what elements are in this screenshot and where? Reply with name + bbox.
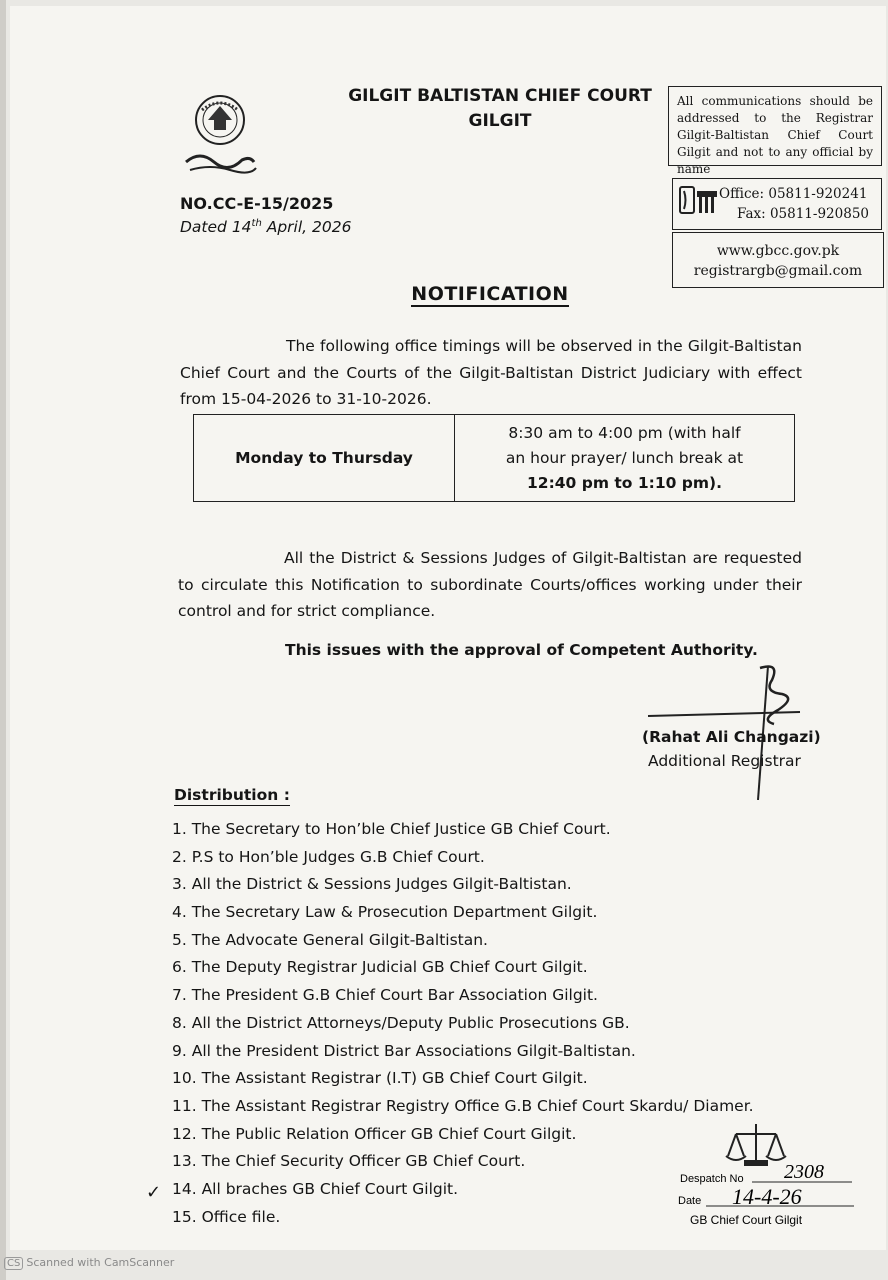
date-rest: April, 2026 [261,218,352,237]
despatch-number: 2308 [784,1161,824,1183]
date-line [180,218,351,236]
notification-heading [300,283,680,305]
list-item: 3. All the District & Sessions Judges Gilgit-Baltistan. [172,875,572,894]
table-row [194,415,795,502]
scanner-watermark [4,1256,174,1270]
list-item: 8. All the District Attorneys/Deputy Public Prosecutions GB. [172,1013,630,1032]
timings-table [193,414,795,502]
stamp-footer: GB Chief Court Gilgit [690,1213,803,1227]
list-item: 12. The Public Relation Officer GB Chief Court Gilgit. [172,1124,577,1143]
stamp-date-value: 14-4-26 [732,1184,802,1209]
despatch-stamp [672,1120,872,1238]
date-suffix-sup: th [251,218,262,229]
phone-fax-icon [679,185,719,215]
web-contact-box [672,232,884,288]
communication-note-box [668,86,882,176]
list-item: 7. The President G.B Chief Court Bar Association Gilgit. [172,986,598,1005]
scan-edge [0,0,6,1280]
court-city: GILGIT [468,111,532,131]
list-item: 1. The Secretary to Hon’ble Chief Justice GB Chief Court. [172,820,611,838]
list-item: 15. Office file. [172,1207,281,1226]
contact-box [672,178,882,230]
stamp-date-label: Date [678,1195,702,1207]
email-link[interactable]: registrargb@gmail.com [693,263,863,279]
instruction-paragraph: All the District & Sessions Judges of Gilgit-Baltistan are requested to circulate this Notification to subordinate Courts/offices working under their control and for strict compliance. [178,549,802,620]
list-item: 6. The Deputy Registrar Judicial GB Chief Court Gilgit. [172,958,588,977]
website-link[interactable]: www.gbcc.gov.pk [716,243,840,259]
days-cell [194,415,455,502]
hours-line-1: 8:30 am to 4:00 pm (with half [508,423,741,442]
reference-number: NO.CC-E-15/2025 [180,194,334,213]
distribution-heading: Distribution : [174,786,290,804]
list-item: 9. All the President District Bar Associations Gilgit-Baltistan. [172,1041,636,1060]
list-item: 11. The Assistant Registrar Registry Office G.B Chief Court Skardu/ Diamer. [172,1096,754,1115]
list-item: 14. All braches GB Chief Court Gilgit. [172,1179,459,1198]
letterhead-title [300,84,700,134]
office-phone: Office: 05811-920241 [719,186,868,202]
scales-icon [726,1124,786,1166]
camscanner-logo: CS [4,1257,23,1270]
list-item: 13. The Chief Security Officer GB Chief Court. [172,1152,526,1171]
check-mark-icon: ✓ [146,1182,162,1203]
list-item: 2. P.S to Hon’ble Judges G.B Chief Court. [172,847,485,866]
signatory-designation: Additional Registrar [648,752,801,770]
despatch-label: Despatch No [680,1173,744,1185]
approval-statement: This issues with the approval of Competent Authority. [285,641,758,659]
days-text: Monday to Thursday [235,448,413,467]
scanner-text: Scanned with CamScanner [26,1256,175,1269]
date-prefix: Dated 14 [180,218,252,237]
fax-number: Fax: 05811-920850 [737,206,869,222]
hours-cell [455,415,795,502]
court-name: GILGIT BALTISTAN CHIEF COURT [348,86,652,106]
list-item: 10. The Assistant Registrar (I.T) GB Chief Court Gilgit. [172,1069,588,1088]
notification-title: NOTIFICATION [411,283,569,305]
list-item: 5. The Advocate General Gilgit-Baltistan. [172,930,488,949]
signatory-name: (Rahat Ali Changazi) [642,728,821,746]
hours-line-2: an hour prayer/ lunch break at [505,448,744,467]
intro-paragraph: The following office timings will be observed in the Gilgit-Baltistan Chief Court and the Courts of the Gilgit-Baltistan District Judiciary with effect from 15-04-2026 to 31-10-2026. [180,337,802,408]
hours-line-3: 12:40 pm to 1:10 pm). [527,473,722,492]
list-item: 4. The Secretary Law & Prosecution Department Gilgit. [172,903,598,922]
court-emblem-icon [180,92,260,182]
communication-note: All communications should be addressed to the Registrar Gilgit-Baltistan Chief Court Gilgit and not to any official by name [677,94,873,176]
